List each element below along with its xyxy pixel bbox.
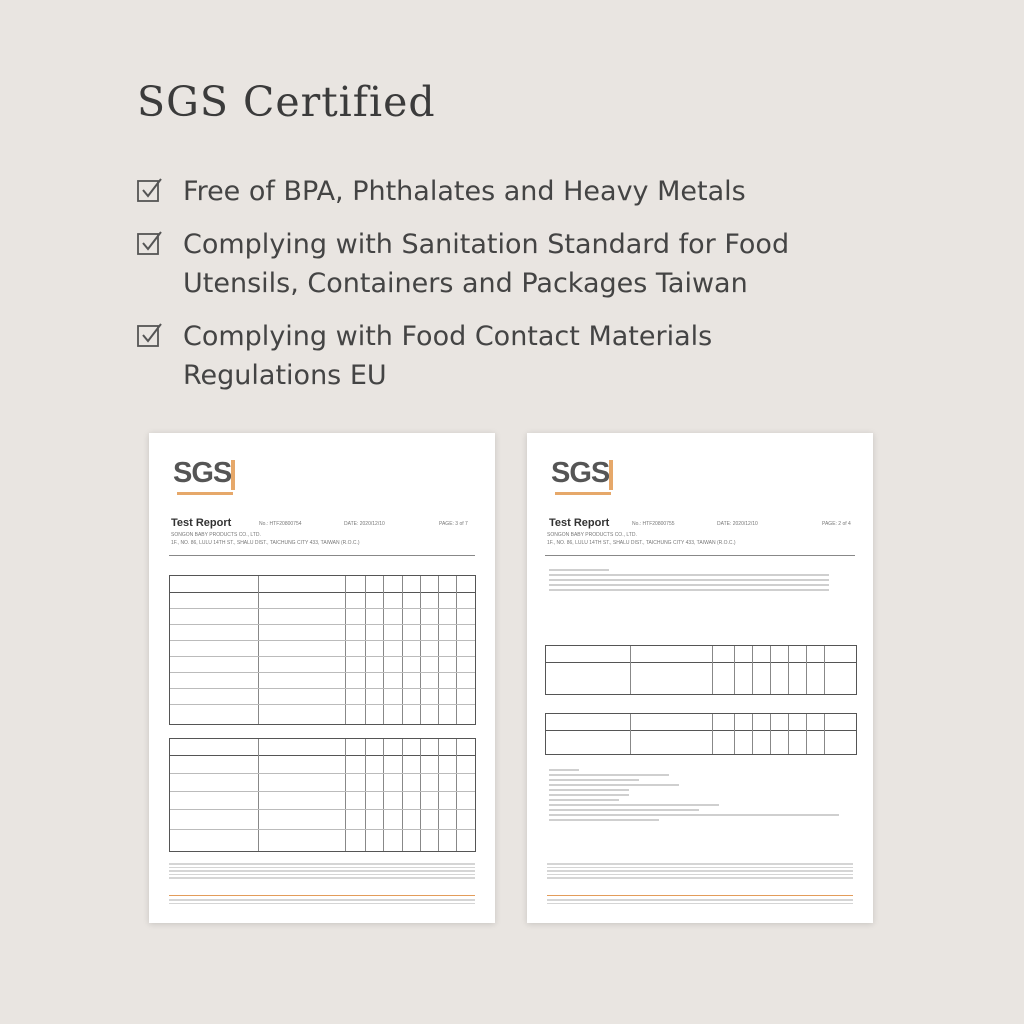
- col-divider: [824, 646, 825, 694]
- report-fine-print: [169, 863, 475, 881]
- col-divider: [383, 576, 384, 724]
- report-address: 1F., NO. 86, LULU 14TH ST., SHALU DIST., TAICHUNG CITY 433, TAIWAN (R.O.C.): [547, 540, 736, 546]
- table-header: [546, 714, 856, 731]
- row-divider: [170, 672, 475, 673]
- table-header: [546, 646, 856, 663]
- col-divider: [734, 714, 735, 754]
- col-divider: [365, 576, 366, 724]
- feature-item-bpa-free: [137, 172, 997, 211]
- report-address: 1F., NO. 86, LULU 14TH ST., SHALU DIST., TAICHUNG CITY 433, TAIWAN (R.O.C.): [171, 540, 360, 546]
- report-divider: [545, 555, 855, 556]
- col-divider: [420, 739, 421, 851]
- col-divider: [402, 739, 403, 851]
- row-divider: [170, 773, 475, 774]
- row-divider: [170, 704, 475, 705]
- col-divider: [456, 576, 457, 724]
- feature-line: Free of BPA, Phthalates and Heavy Metals: [183, 176, 746, 207]
- results-table-2: [545, 713, 857, 755]
- col-divider: [752, 646, 753, 694]
- col-divider: [752, 714, 753, 754]
- logo-bar: [555, 492, 611, 495]
- logo-bar: [177, 492, 233, 495]
- report-footer-rule: [169, 895, 475, 896]
- report-number: No.: HTF20800754: [259, 521, 302, 527]
- col-divider: [788, 646, 789, 694]
- report-company: SONGON BABY PRODUCTS CO., LTD.: [547, 532, 637, 538]
- col-divider: [712, 646, 713, 694]
- col-divider: [438, 739, 439, 851]
- row-divider: [170, 640, 475, 641]
- report-footer-text: [169, 899, 475, 906]
- col-divider: [345, 739, 346, 851]
- col-divider: [258, 576, 259, 724]
- page-title: SGS Certified: [137, 78, 436, 126]
- feature-line: Complying with Sanitation Standard for Food: [183, 229, 790, 260]
- feature-list: [137, 172, 997, 409]
- col-divider: [788, 714, 789, 754]
- report-page: PAGE: 3 of 7: [439, 521, 468, 527]
- report-footer-rule: [547, 895, 853, 896]
- report-fine-print: [547, 863, 853, 881]
- col-divider: [365, 739, 366, 851]
- row-divider: [170, 656, 475, 657]
- feature-item-taiwan-standard: [137, 225, 997, 303]
- col-divider: [824, 714, 825, 754]
- report-title: Test Report: [549, 517, 610, 529]
- feature-text: [183, 225, 789, 303]
- col-divider: [770, 646, 771, 694]
- col-divider: [258, 739, 259, 851]
- report-date: DATE: 2020/12/10: [344, 521, 385, 527]
- col-divider: [806, 714, 807, 754]
- report-number: No.: HTF20800755: [632, 521, 675, 527]
- results-table-1: [169, 575, 476, 725]
- test-report-left: [149, 433, 495, 923]
- report-notes: [549, 769, 839, 824]
- col-divider: [734, 646, 735, 694]
- row-divider: [170, 608, 475, 609]
- col-divider: [456, 739, 457, 851]
- feature-text: [183, 172, 746, 211]
- report-divider: [169, 555, 475, 556]
- checkbox-icon: [137, 322, 163, 348]
- logo-stripe: [609, 460, 613, 490]
- feature-line: Utensils, Containers and Packages Taiwan: [183, 268, 748, 299]
- row-divider: [170, 809, 475, 810]
- table-header: [170, 576, 475, 593]
- sgs-logo: [173, 457, 239, 495]
- row-divider: [170, 829, 475, 830]
- col-divider: [383, 739, 384, 851]
- col-divider: [712, 714, 713, 754]
- report-title: Test Report: [171, 517, 232, 529]
- test-report-right: [527, 433, 873, 923]
- logo-stripe: [231, 460, 235, 490]
- col-divider: [630, 646, 631, 694]
- col-divider: [345, 576, 346, 724]
- sgs-logo: [551, 457, 617, 495]
- col-divider: [402, 576, 403, 724]
- row-divider: [170, 688, 475, 689]
- feature-line: Complying with Food Contact Materials: [183, 321, 713, 352]
- report-date: DATE: 2020/12/10: [717, 521, 758, 527]
- col-divider: [770, 714, 771, 754]
- col-divider: [420, 576, 421, 724]
- report-footer-text: [547, 899, 853, 906]
- col-divider: [630, 714, 631, 754]
- feature-text: [183, 317, 712, 395]
- report-company: SONGON BABY PRODUCTS CO., LTD.: [171, 532, 261, 538]
- col-divider: [806, 646, 807, 694]
- sgs-logo-text: SGS: [173, 457, 232, 489]
- table-header: [170, 739, 475, 756]
- checkbox-icon: [137, 230, 163, 256]
- report-page: PAGE: 2 of 4: [822, 521, 851, 527]
- row-divider: [170, 624, 475, 625]
- feature-line: Regulations EU: [183, 360, 387, 391]
- sample-description: [549, 569, 829, 594]
- col-divider: [438, 576, 439, 724]
- results-table-1: [545, 645, 857, 695]
- row-divider: [170, 791, 475, 792]
- results-table-2: [169, 738, 476, 852]
- feature-item-eu-regulations: [137, 317, 997, 395]
- sgs-logo-text: SGS: [551, 457, 610, 489]
- checkbox-icon: [137, 177, 163, 203]
